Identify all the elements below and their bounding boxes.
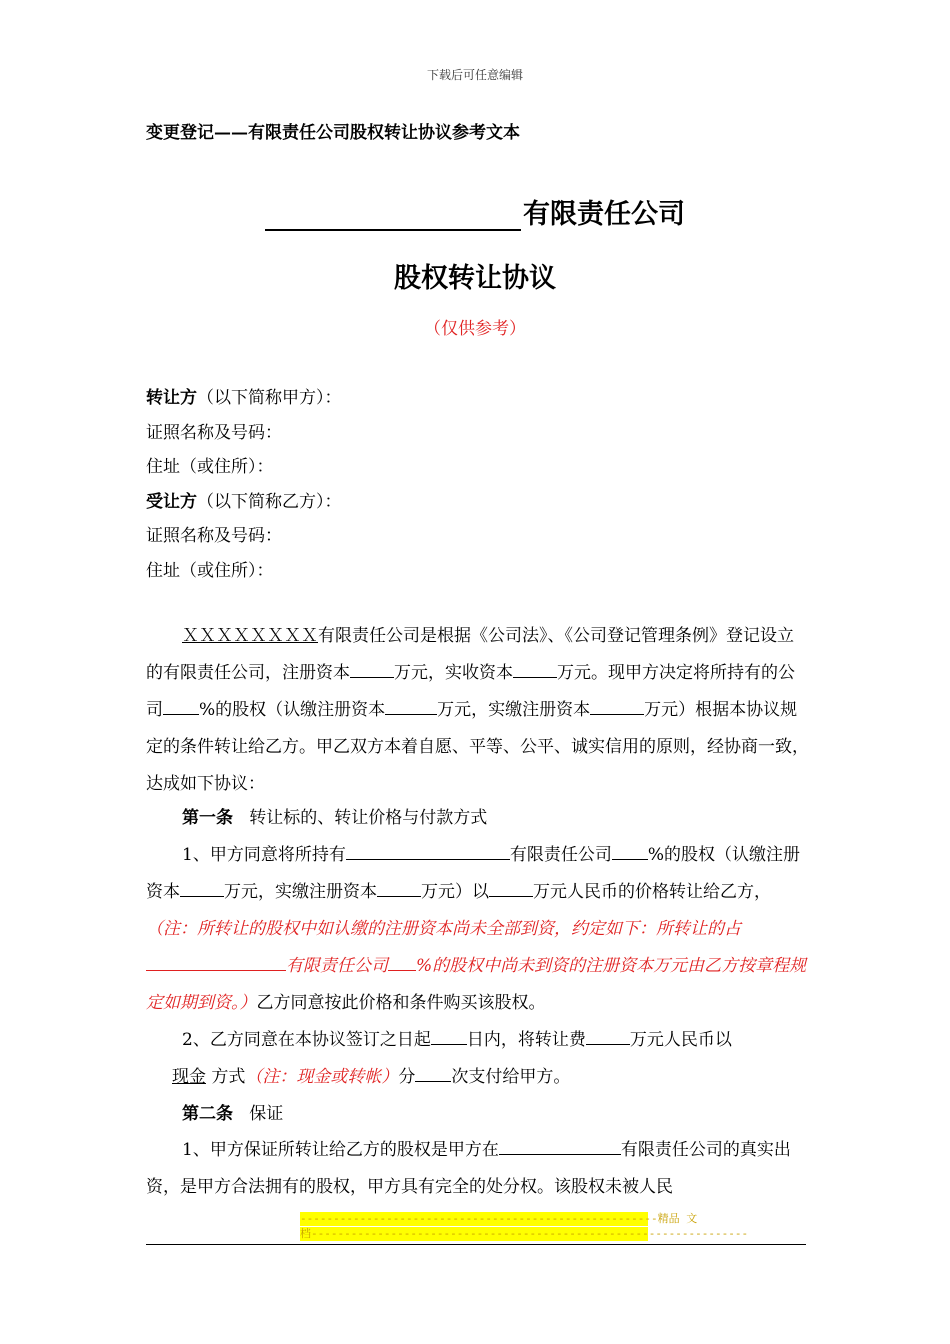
transfer-percent-blank[interactable] <box>612 839 648 860</box>
agreement-title: 股权转让协议 <box>394 263 556 294</box>
transferee-label: 受让方 <box>146 492 197 512</box>
transferee-address-line: 住址（或住所）： <box>146 561 274 581</box>
subscribed-capital-blank[interactable] <box>385 694 437 715</box>
article-2-heading <box>146 1096 810 1133</box>
intro-paragraph: ＸＸＸＸＸＸＸＸ有限责任公司是根据《公司法》、《公司登记管理条例》登记设立的有限责任公司，注册资本 万元，实收资本 万元。现甲方决定将所持有的公司 %的股权（认缴注册资本 万元，实缴注册资本 万元）根据本协议规定的条件转让给乙方。甲乙双方本着自愿、平等、公平、诚实信用的原则，经协商一致，达成如下协议： <box>146 626 809 794</box>
article-1-item-1: 1、甲方同意将所持有 有限责任公司 %的股权（认缴注册资本 万元，实缴注册资本 万元）以 万元人民币的价格转让给乙方，（注：所转让的股权中如认缴的注册资本尚未全部到资，约定如下：所转让的占有限责任公司 %的股权中尚未到资的注册资本万元由乙方按章程规定如期到资。）乙方同意按此价格和条件购买该股权。 <box>146 837 810 1022</box>
installments-blank[interactable] <box>415 1061 451 1082</box>
article-2-title: 保证 <box>249 1104 284 1124</box>
article-2-item-1: 1、甲方保证所转让给乙方的股权是甲方在 有限责任公司的真实出资，是甲方合法拥有的股权，甲方具有完全的处分权。该股权未被人民 <box>146 1132 810 1206</box>
registered-capital-blank[interactable] <box>350 657 394 678</box>
transfer-price-blank[interactable] <box>489 876 533 897</box>
paidin-capital-blank[interactable] <box>590 694 644 715</box>
transferor-line <box>146 383 342 408</box>
footer-rule <box>146 1244 806 1245</box>
reference-only-note: （仅供参考） <box>424 319 526 339</box>
company-name-blank[interactable] <box>265 199 521 231</box>
unpaid-capital-note: （注：所转让的股权中如认缴的注册资本尚未全部到资，约定如下：所转让的占有限责任公司 %的股权中尚未到资的注册资本万元由乙方按章程规定如期到资。） <box>146 919 807 1013</box>
target-company-blank[interactable] <box>346 839 510 860</box>
payment-days-blank[interactable] <box>431 1024 467 1045</box>
transferee-rest: （以下简称乙方）： <box>197 492 342 512</box>
header-note: 下载后可任意编辑 <box>426 68 523 82</box>
paid-capital-blank[interactable] <box>513 657 557 678</box>
article-1-heading <box>146 800 810 837</box>
article-1-label: 第一条 <box>182 808 233 828</box>
company-suffix: 有限责任公司 <box>523 199 685 230</box>
footer-watermark-line-2: 档------------------------------------------------------------------ <box>300 1227 749 1240</box>
transferor-rest: （以下简称甲方）： <box>197 388 342 408</box>
note-percent-blank[interactable] <box>388 950 416 971</box>
transferor-label: 转让方 <box>146 388 197 408</box>
payment-method-value: 现金 <box>172 1067 206 1087</box>
article-2-label: 第二条 <box>182 1104 233 1124</box>
note-company-blank[interactable] <box>146 950 286 971</box>
item1-paid-blank[interactable] <box>377 876 421 897</box>
transferee-id-line: 证照名称及号码： <box>146 526 282 546</box>
footer-watermark-line-1: ------------------------------------------------------精品 文 <box>300 1212 698 1225</box>
transferor-address-line: 住址（或住所）： <box>146 457 274 477</box>
company-name-line <box>0 192 950 231</box>
company-placeholder: ＸＸＸＸＸＸＸＸ <box>182 626 318 646</box>
article-1-title: 转让标的、转让价格与付款方式 <box>249 808 488 828</box>
guarantee-company-blank[interactable] <box>499 1134 621 1155</box>
transferee-line <box>146 487 342 512</box>
document-title: 变更登记——有限责任公司股权转让协议参考文本 <box>146 123 520 143</box>
transferor-id-line: 证照名称及号码： <box>146 423 282 443</box>
transfer-fee-blank[interactable] <box>586 1024 630 1045</box>
item1-subscribed-blank[interactable] <box>180 876 224 897</box>
share-percent-blank[interactable] <box>163 694 199 715</box>
article-1-item-2: 2、乙方同意在本协议签订之日起 日内，将转让费 万元人民币以 现金 方式（注：现金或转帐）分 次支付给甲方。 <box>146 1022 810 1096</box>
payment-method-note: （注：现金或转帐） <box>245 1067 399 1087</box>
